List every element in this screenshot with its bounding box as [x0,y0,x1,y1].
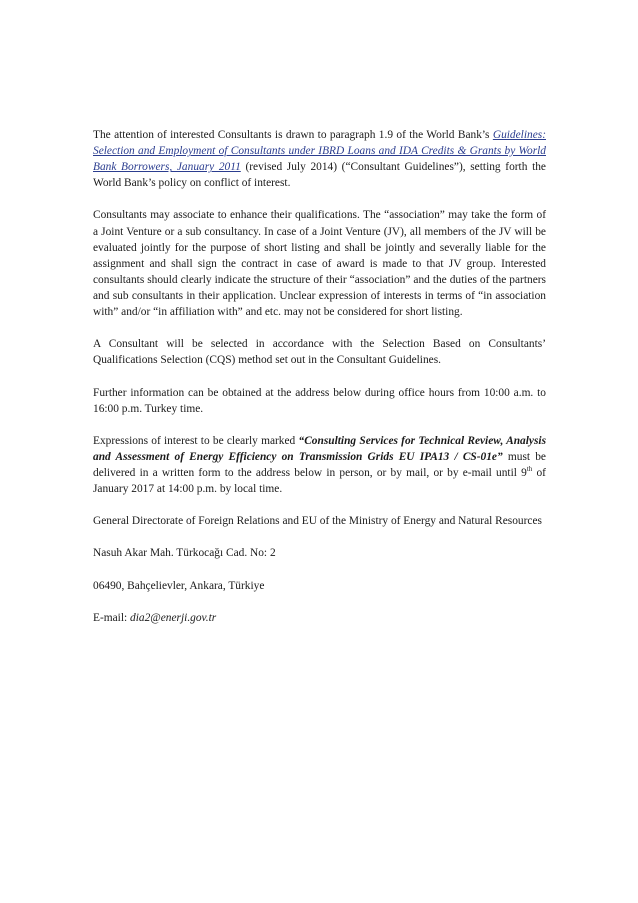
assignment-title: “Consulting Services for Technical Review, Analysis and Assessment of Energy Efficiency on Transmission Grids EU IPA13 / CS-01e” [93,434,546,463]
paragraph-1-intro: The attention of interested Consultants is drawn to paragraph 1.9 of the World Bank’s [93,129,493,141]
address-city: 06490, Bahçelievler, Ankara, Türkiye [93,579,265,592]
paragraph-conflict-of-interest [93,127,546,191]
paragraph-expressions-of-interest [93,433,546,497]
date-ordinal-suffix: th [526,465,533,474]
address-street: Nasuh Akar Mah. Türkocağı Cad. No: 2 [93,547,276,560]
guidelines-link[interactable]: Guidelines: Selection and Employment of Consultants under IBRD Loans and IDA Credits & Grants by World Bank Borrowers, January 2011 [93,129,546,174]
email-label: E-mail: [93,611,131,624]
paragraph-5-mid: must be delivered in a written form to the address below in person, or by mail, or by e-mail until 9 [93,450,546,479]
address-organization: General Directorate of Foreign Relations and EU of the Ministry of Energy and Natural Resources [93,515,542,528]
paragraph-association: Consultants may associate to enhance their qualifications. The “association” may take the form of a Joint Venture or a sub consultancy. In case of a Joint Venture (JV), all members of the JV will be evaluated jointly for the purpose of short listing and shall be jointly and severally liable for the assignment and shall sign the contract in case of award is made to that JV group. Interested consultants should clearly indicate the structure of their “association” and the duties of the partners and sub consultants in their application. Unclear expression of interests in terms of “in association with” and/or “in affiliation with” and etc. may not be considered for short listing. [93,209,546,319]
paragraph-5-end: of January 2017 at 14:00 p.m. by local time. [93,466,546,496]
address-block [93,513,546,626]
paragraph-further-information: Further information can be obtained at the address below during office hours from 10:00 a.m. to 16:00 p.m. Turkey time. [93,386,546,415]
paragraph-1-rest: (revised July 2014) (“Consultant Guidelines”), setting forth the World Bank’s policy on conflict of interest. [93,161,546,190]
document-body [93,127,546,642]
paragraph-5-intro: Expressions of interest to be clearly marked [93,434,299,447]
email-address[interactable]: dia2@enerji.gov.tr [130,611,217,624]
paragraph-selection-method: A Consultant will be selected in accordance with the Selection Based on Consultants’ Qualifications Selection (CQS) method set out in the Consultant Guidelines. [93,338,546,367]
address-email-line [93,610,546,626]
